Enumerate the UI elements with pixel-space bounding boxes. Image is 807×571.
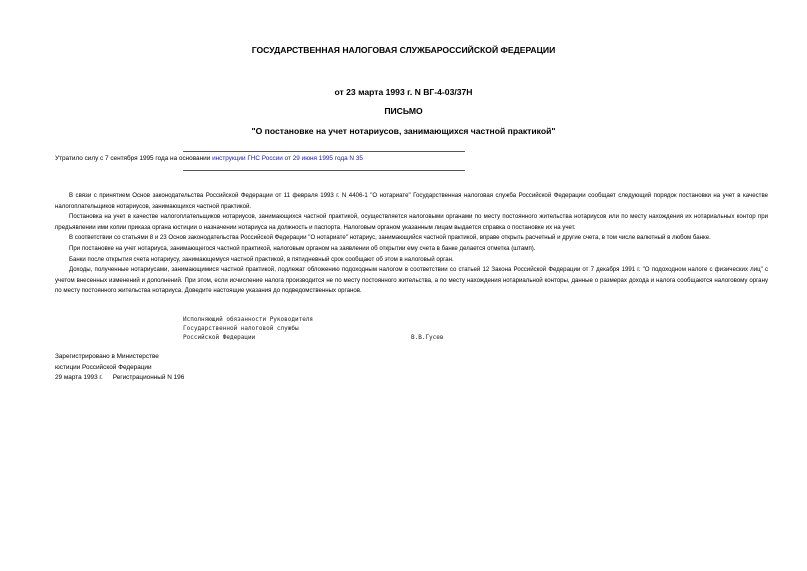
registration-number: Регистрационный N 196: [112, 374, 185, 382]
document-date-number: от 23 марта 1993 г. N ВГ-4-03/37Н: [334, 87, 473, 97]
registration-line: Зарегистрировано в Министерстве: [55, 353, 159, 360]
document-subject: "О постановке на учет нотариусов, занимающихся частной практикой": [251, 126, 556, 136]
signature-line: Российской Федерации: [183, 334, 256, 342]
paragraph: В соответствии со статьями 8 и 23 Основ законодательства Российской Федерации "О нотариате" нотариус, занимающийся частной практикой, вправе открыть расчетный и другие счета, в том числе валютный в любом банке.: [69, 234, 711, 242]
letter-body: [55, 191, 768, 297]
divider-bottom: [183, 170, 465, 171]
registration-line: юстиции Российской Федерации: [55, 363, 152, 371]
divider-top: [183, 151, 465, 152]
paragraph: При постановке на учет нотариуса, занимающегося частной практикой, налоговым органом на заявлении об открытии ему счета в банке делается отметка (штамп).: [69, 244, 536, 252]
signature-line-with-name: [183, 333, 483, 342]
repealed-prefix: Утратило силу с 7 сентября 1995 года на основании: [55, 155, 213, 162]
signature-line: Исполняющий обязанности Руководителя: [183, 316, 314, 323]
registration-date: 29 марта 1993 г.: [55, 374, 103, 382]
registration-date-number: [55, 373, 184, 384]
document-type: ПИСЬМО: [384, 106, 423, 116]
paragraph: Банки после открытия счета нотариусу, занимающемуся частной практикой, в пятидневный срок сообщают об этом в налоговый орган.: [69, 255, 454, 263]
registration-block: [55, 352, 184, 384]
signature-line: Государственной налоговой службы: [183, 325, 299, 333]
signature-block: [183, 315, 483, 343]
repealed-notice: [55, 155, 363, 162]
agency-title: ГОСУДАРСТВЕННАЯ НАЛОГОВАЯ СЛУЖБАРОССИЙСКОЙ ФЕДЕРАЦИИ: [251, 45, 556, 55]
paragraph: В связи с принятием Основ законодательства Российской Федерации от 11 февраля 1993 г. N 4406-1 "О нотариате" Государственная налоговая служба Российской Федерации сообщает следующий порядок постановки на учет в качестве налогоплательщиков нотариусов, занимающихся частной практикой.: [55, 192, 768, 210]
repealing-instruction-link[interactable]: инструкции ГНС России от 29 июня 1995 года N 35: [212, 155, 363, 162]
signatory-name: В.В.Гусев: [411, 334, 444, 342]
paragraph: Постановка на учет в качестве налогоплательщиков нотариусов, занимающихся частной практикой, осуществляется налоговыми органами по месту постоянного жительства нотариусов или по месту нахождения их нотариальных контор при предъявлении ими копии приказа органа юстиции о назначении нотариуса на должность и паспорта. Налоговым органом указанным лицам выдается справка о постановке их на учет.: [55, 213, 768, 231]
paragraph: Доходы, полученные нотариусами, занимающимися частной практикой, подлежат обложению подоходным налогом в соответствии со статьей 12 Закона Российской Федерации от 7 декабря 1991 г. "О подоходном налоге с физических лиц" с учетом внесенных изменений и дополнений. При этом, если исчисление налога производится не по месту постоянного жительства, а по месту нахождения нотариальной конторы, данные о размерах дохода и налога сообщаются налоговому органу по месту постоянного жительства нотариуса. Доведите настоящие указания до подведомственных органов.: [55, 266, 768, 295]
